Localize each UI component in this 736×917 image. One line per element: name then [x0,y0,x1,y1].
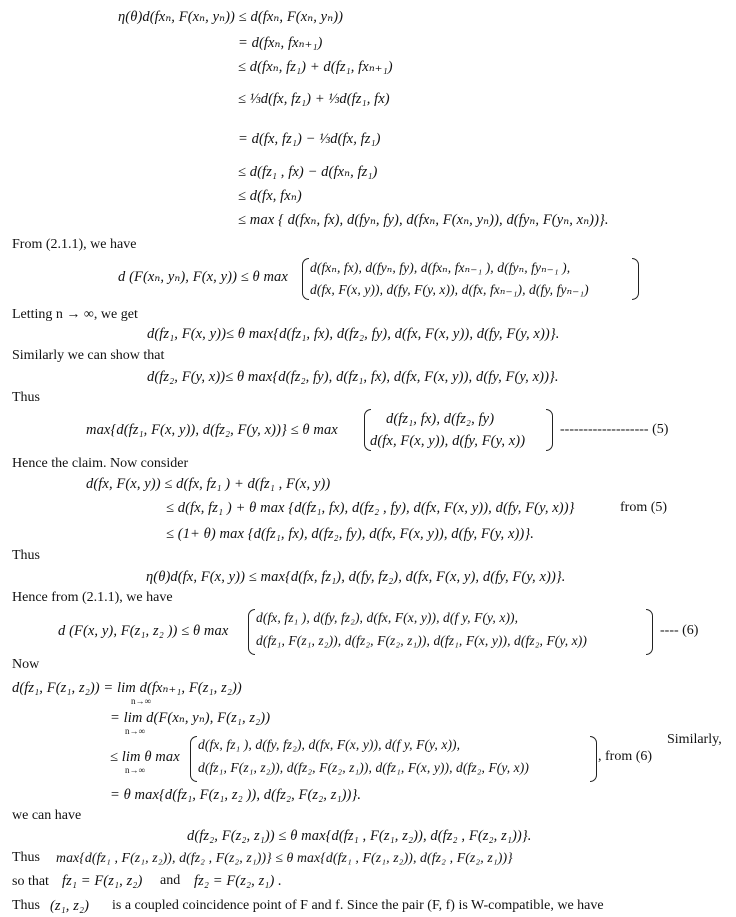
eq-e5-2: ≤ d(fx, fz₁ ) + θ max {d(fz₁, fx), d(fz₂ , fy), d(fx, F(x, y)), d(fy, F(y, x))} [166,500,575,516]
eq-e5-3: ≤ (1+ θ) max {d(fz₁, fx), d(fz₂, fy), d(fx, F(x, y)), d(fy, F(y, x))}. [166,526,534,542]
eq-e8-row2: d(fz₁, F(z₁, z₂)), d(fz₂, F(z₂, z₁)), d(fz₁, F(x, y)), d(fz₂, F(y, x)) [198,760,529,775]
eq-e8-4: = θ max{d(fz₁, F(z₁, z₂ )), d(fz₂, F(z₂, z₁))}. [110,787,362,803]
left-brace [190,736,197,782]
text-so-that: so that [12,874,49,889]
eq-e11b: fz₂ = F(z₂, z₁) . [194,873,282,889]
eq-e1-lhs: d (F(xₙ, yₙ), F(x, y)) ≤ θ max [118,269,288,285]
eq-e6: η(θ)d(fx, F(x, y)) ≤ max{d(fx, fz₁), d(fy, fz₂), d(fx, F(x, y), d(fy, F(y, x))}. [146,569,566,585]
text-we-can-have: we can have [12,808,82,823]
eq-line-6: ≤ d(fz₁ , fx) − d(fxₙ, fz₁) [238,164,378,180]
eq-e8-row1: d(fx, fz₁ ), d(fy, fz₂), d(fx, F(x, y)), d(f y, F(y, x)), [198,737,461,752]
eq-e7-row1: d(fx, fz₁ ), d(fy, fz₂), d(fx, F(x, y)), d(f y, F(y, x)), [256,610,519,625]
eq-e3: d(fz₂, F(y, x))≤ θ max{d(fz₂, fy), d(fz₁, fx), d(fx, F(x, y)), d(fy, F(y, x))}. [147,369,559,385]
eq-line-4: ≤ ⅓d(fx, fz₁) + ⅓d(fz₁, fx) [238,91,390,107]
eq-e12a: (z₁, z₂) [50,898,90,914]
lim-subscript: n→∞ [125,765,145,775]
eq-line-3: ≤ d(fxₙ, fz₁) + d(fz₁, fxₙ₊₁) [238,59,393,75]
eq-e9: d(fz₂, F(z₂, z₁)) ≤ θ max{d(fz₁ , F(z₁, z₂)), d(fz₂ , F(z₂, z₁))}. [187,828,532,844]
eq-e1-row2: d(fx, F(x, y)), d(fy, F(y, x)), d(fx, fxₙ₋₁), d(fy, fyₙ₋₁) [310,282,589,297]
eq-e5-1: d(fx, F(x, y)) ≤ d(fx, fz₁ ) + d(fz₁ , F(x, y)) [86,476,331,492]
eq-e4-row1: d(fz₁, fx), d(fz₂, fy) [386,411,495,427]
eq-e7-lhs: d (F(x, y), F(z₁, z₂ )) ≤ θ max [58,623,229,639]
left-brace [248,609,255,655]
eq-e1-row1: d(fxₙ, fx), d(fyₙ, fy), d(fxₙ, fxₙ₋₁ ), d(fyₙ, fyₙ₋₁ ), [310,260,571,275]
text-thus-3: Thus [12,850,40,865]
right-brace [646,609,653,655]
lim-subscript: n→∞ [131,696,151,706]
right-brace [590,736,597,782]
eq-line-7: ≤ d(fx, fxₙ) [238,188,302,204]
text-final-line: is a coupled coincidence point of F and f. Since the pair (F, f) is W-compatible, we have [112,898,604,913]
text-from-211: From (2.1.1), we have [12,237,137,252]
text-similarly-2: Similarly, [667,732,722,747]
eq-e2: d(fz₁, F(x, y))≤ θ max{d(fz₁, fx), d(fz₂, fy), d(fx, F(x, y)), d(fy, F(y, x))}. [147,326,560,342]
eq-tag-5: ------------------- (5) [560,422,669,437]
text-hence-claim: Hence the claim. Now consider [12,456,189,471]
right-brace [632,258,639,300]
eq-e7-row2: d(fz₁, F(z₁, z₂)), d(fz₂, F(z₂, z₁)), d(fz₁, F(x, y)), d(fz₂, F(y, x)) [256,633,587,648]
eq-e11a: fz₁ = F(z₁, z₂) [62,873,143,889]
text-and: and [160,873,181,888]
eq-line-8: ≤ max { d(fxₙ, fx), d(fyₙ, fy), d(fxₙ, F(xₙ, yₙ)), d(fyₙ, F(yₙ, xₙ))}. [238,212,609,228]
eq-line-2: = d(fxₙ, fxₙ₊₁) [238,35,323,51]
text-letting: Letting n → ∞, we get [12,307,138,322]
text-from-5: from (5) [620,500,668,515]
text-from-6: , from (6) [598,749,653,764]
right-brace [546,409,553,451]
lim-subscript: n→∞ [125,726,145,736]
text-thus-2: Thus [12,548,40,563]
text-thus-1: Thus [12,390,40,405]
text-hence-from: Hence from (2.1.1), we have [12,590,173,605]
eq-line-5: = d(fx, fz₁) − ⅓d(fx, fz₁) [238,131,381,147]
text-thus-4: Thus [12,898,40,913]
eq-e8-1: d(fz₁, F(z₁, z₂)) = lim d(fxₙ₊₁, F(z₁, z₂)) [12,680,242,696]
eq-e10: max{d(fz₁ , F(z₁, z₂)), d(fz₂ , F(z₂, z₁))} ≤ θ max{d(fz₁ , F(z₁, z₂)), d(fz₂ , F(z₂, z₁))} [56,850,513,865]
eq-tag-6: ---- (6) [660,623,699,638]
text-similarly: Similarly we can show that [12,348,165,363]
left-brace [302,258,309,300]
text-now: Now [12,657,40,672]
eq-line-1: η(θ)d(fxₙ, F(xₙ, yₙ)) ≤ d(fxₙ, F(xₙ, yₙ)) [118,9,344,25]
eq-e8-2: = lim d(F(xₙ, yₙ), F(z₁, z₂)) [110,710,271,726]
eq-e4-row2: d(fx, F(x, y)), d(fy, F(y, x)) [370,433,526,449]
eq-e4-lhs: max{d(fz₁, F(x, y)), d(fz₂, F(y, x))} ≤ θ max [86,422,338,438]
eq-e8-3: ≤ lim θ max [110,749,180,765]
